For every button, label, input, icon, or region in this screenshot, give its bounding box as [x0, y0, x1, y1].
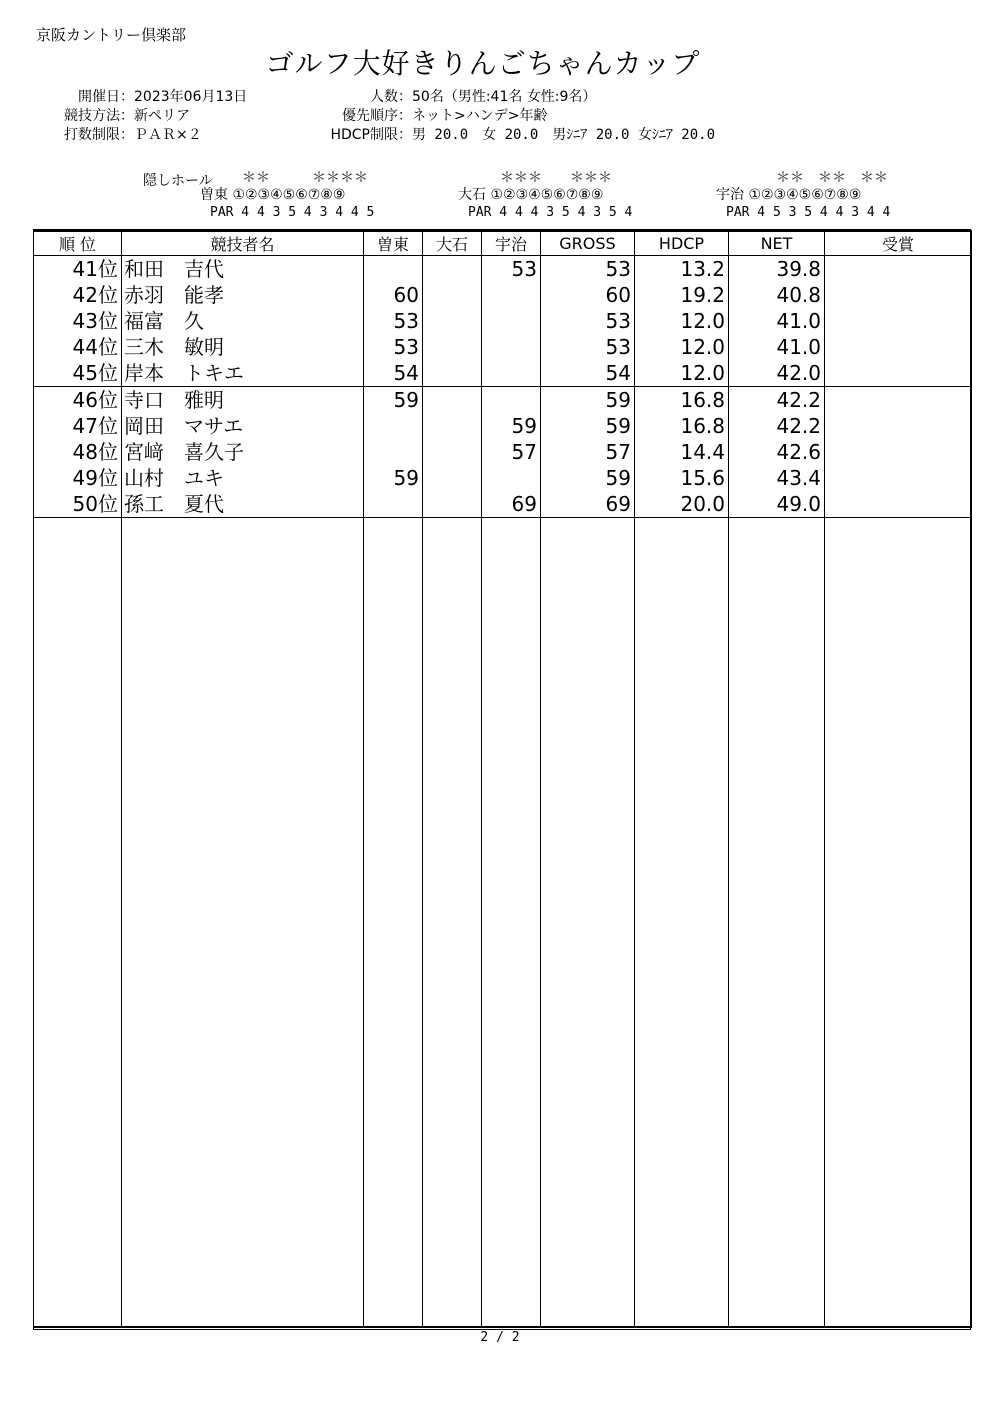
cell-name: 和田 吉代 — [122, 256, 364, 283]
col-award: 受賞 — [825, 231, 972, 256]
cell-hdcp: 12.0 — [635, 360, 729, 387]
table-row — [34, 439, 972, 465]
cell-net: 42.2 — [729, 413, 825, 439]
cell-rank: 46位 — [34, 387, 122, 414]
method-value: 新ペリア — [134, 108, 190, 124]
cell-oishi — [423, 308, 482, 334]
cell-uji — [482, 465, 541, 491]
table-row — [34, 491, 972, 518]
cell-award — [825, 439, 972, 465]
cell-sotou — [364, 413, 423, 439]
table-row — [34, 360, 972, 387]
course-name: 宇治 — [716, 187, 744, 203]
empty-cell — [364, 518, 423, 1327]
cell-gross: 53 — [541, 308, 635, 334]
cell-oishi — [423, 334, 482, 360]
course-oishi — [458, 170, 632, 221]
col-oishi: 大石 — [423, 231, 482, 256]
cell-gross: 54 — [541, 360, 635, 387]
hidden-marks: ＊＊＊ ＊＊＊ — [500, 170, 612, 186]
col-sotou: 曽東 — [364, 231, 423, 256]
hole-numbers: ①②③④⑤⑥⑦⑧⑨ — [490, 187, 604, 203]
info-people — [300, 86, 596, 106]
cell-sotou: 54 — [364, 360, 423, 387]
empty-cell — [482, 518, 541, 1327]
cell-rank: 47位 — [34, 413, 122, 439]
cell-oishi — [423, 439, 482, 465]
cell-sotou: 59 — [364, 387, 423, 414]
table-row — [34, 282, 972, 308]
cell-name: 岡田 マサエ — [122, 413, 364, 439]
cell-gross: 53 — [541, 334, 635, 360]
cell-oishi — [423, 413, 482, 439]
cell-name: 寺口 雅明 — [122, 387, 364, 414]
empty-cell — [34, 518, 122, 1327]
table-row — [34, 465, 972, 491]
cell-award — [825, 256, 972, 283]
empty-cell — [423, 518, 482, 1327]
cell-rank: 43位 — [34, 308, 122, 334]
cell-name: 孫工 夏代 — [122, 491, 364, 518]
cell-rank: 42位 — [34, 282, 122, 308]
info-priority — [300, 105, 547, 125]
cell-net: 42.0 — [729, 360, 825, 387]
cell-hdcp: 14.4 — [635, 439, 729, 465]
course-name: 曽東 — [200, 187, 228, 203]
cell-sotou: 53 — [364, 334, 423, 360]
cell-hdcp: 16.8 — [635, 387, 729, 414]
cell-hdcp: 15.6 — [635, 465, 729, 491]
col-name: 競技者名 — [122, 231, 364, 256]
cell-name: 宮﨑 喜久子 — [122, 439, 364, 465]
cell-name: 岸本 トキエ — [122, 360, 364, 387]
cell-name: 山村 ユキ — [122, 465, 364, 491]
cell-award — [825, 413, 972, 439]
table-row — [34, 387, 972, 414]
info-limit — [40, 124, 202, 144]
table-row — [34, 334, 972, 360]
table-row — [34, 256, 972, 283]
empty-cell — [541, 518, 635, 1327]
cell-rank: 44位 — [34, 334, 122, 360]
cell-net: 43.4 — [729, 465, 825, 491]
cell-uji — [482, 387, 541, 414]
cell-name: 赤羽 能孝 — [122, 282, 364, 308]
cell-oishi — [423, 465, 482, 491]
cell-sotou: 60 — [364, 282, 423, 308]
cell-net: 42.2 — [729, 387, 825, 414]
par-line: PAR 4 4 4 3 5 4 3 5 4 — [468, 205, 633, 220]
empty-cell — [122, 518, 364, 1327]
cell-oishi — [423, 360, 482, 387]
hidden-marks: ＊＊ ＊＊＊＊ — [242, 170, 368, 186]
cell-gross: 59 — [541, 387, 635, 414]
cell-hdcp: 20.0 — [635, 491, 729, 518]
cell-sotou: 53 — [364, 308, 423, 334]
cell-award — [825, 491, 972, 518]
club-name: 京阪カントリー倶楽部 — [36, 26, 187, 44]
table-row — [34, 308, 972, 334]
table-header — [34, 231, 972, 256]
hdcp-value: 男 20.0 女 20.0 男ｼﾆｱ 20.0 女ｼﾆｱ 20.0 — [412, 127, 716, 143]
cell-gross: 60 — [541, 282, 635, 308]
course-name: 大石 — [458, 187, 486, 203]
cell-uji: 59 — [482, 413, 541, 439]
cell-gross: 69 — [541, 491, 635, 518]
cell-award — [825, 465, 972, 491]
cell-gross: 57 — [541, 439, 635, 465]
cell-uji — [482, 360, 541, 387]
cell-hdcp: 19.2 — [635, 282, 729, 308]
cell-rank: 48位 — [34, 439, 122, 465]
cell-oishi — [423, 256, 482, 283]
cell-net: 41.0 — [729, 334, 825, 360]
hidden-marks: ＊＊ ＊＊ ＊＊ — [776, 170, 888, 186]
cell-sotou — [364, 439, 423, 465]
course-sotou — [200, 170, 374, 221]
limit-value: ＰＡＲ×２ — [134, 127, 202, 143]
cell-uji: 53 — [482, 256, 541, 283]
cell-sotou — [364, 256, 423, 283]
cell-hdcp: 12.0 — [635, 334, 729, 360]
date-label: 開催日： — [78, 89, 134, 105]
empty-cell — [729, 518, 825, 1327]
cell-gross: 53 — [541, 256, 635, 283]
col-rank: 順 位 — [34, 231, 122, 256]
priority-label: 優先順序： — [342, 108, 412, 124]
cell-award — [825, 308, 972, 334]
cell-net: 40.8 — [729, 282, 825, 308]
cell-uji — [482, 282, 541, 308]
col-hdcp: HDCP — [635, 231, 729, 256]
col-gross: GROSS — [541, 231, 635, 256]
info-hdcp — [300, 124, 715, 144]
people-label: 人数： — [370, 89, 412, 105]
info-method — [40, 105, 190, 125]
cell-name: 三木 敏明 — [122, 334, 364, 360]
cell-name: 福富 久 — [122, 308, 364, 334]
cell-rank: 49位 — [34, 465, 122, 491]
cell-oishi — [423, 282, 482, 308]
col-uji: 宇治 — [482, 231, 541, 256]
cell-gross: 59 — [541, 413, 635, 439]
cell-hdcp: 12.0 — [635, 308, 729, 334]
cell-net: 49.0 — [729, 491, 825, 518]
cell-oishi — [423, 387, 482, 414]
page-number: 2 / 2 — [480, 1330, 520, 1345]
results-table — [33, 230, 972, 1328]
priority-value: ネット>ハンデ>年齢 — [412, 108, 548, 124]
hidden-holes-label: 隠しホール — [143, 173, 213, 189]
cell-rank: 50位 — [34, 491, 122, 518]
date-value: 2023年06月13日 — [134, 89, 248, 105]
hole-numbers: ①②③④⑤⑥⑦⑧⑨ — [748, 187, 862, 203]
cell-gross: 59 — [541, 465, 635, 491]
empty-cell — [635, 518, 729, 1327]
cell-hdcp: 13.2 — [635, 256, 729, 283]
people-value: 50名（男性:41名 女性:9名） — [412, 89, 597, 105]
method-label: 競技方法： — [64, 108, 134, 124]
par-line: PAR 4 4 3 5 4 3 4 4 5 — [210, 205, 375, 220]
cell-award — [825, 360, 972, 387]
page-title: ゴルフ大好きりんごちゃんカップ — [265, 47, 701, 80]
hole-numbers: ①②③④⑤⑥⑦⑧⑨ — [232, 187, 346, 203]
cell-net: 42.6 — [729, 439, 825, 465]
cell-award — [825, 282, 972, 308]
cell-sotou — [364, 491, 423, 518]
cell-sotou: 59 — [364, 465, 423, 491]
cell-oishi — [423, 491, 482, 518]
col-net: NET — [729, 231, 825, 256]
limit-label: 打数制限： — [64, 127, 134, 143]
cell-rank: 45位 — [34, 360, 122, 387]
cell-net: 39.8 — [729, 256, 825, 283]
cell-award — [825, 334, 972, 360]
table-row — [34, 413, 972, 439]
cell-net: 41.0 — [729, 308, 825, 334]
cell-award — [825, 387, 972, 414]
cell-uji — [482, 334, 541, 360]
cell-rank: 41位 — [34, 256, 122, 283]
cell-uji: 69 — [482, 491, 541, 518]
course-uji — [716, 170, 890, 221]
empty-cell — [825, 518, 972, 1327]
hdcp-label: HDCP制限： — [330, 127, 412, 143]
info-date — [40, 86, 247, 106]
cell-hdcp: 16.8 — [635, 413, 729, 439]
empty-rows-area — [34, 518, 972, 1327]
cell-uji — [482, 308, 541, 334]
cell-uji: 57 — [482, 439, 541, 465]
par-line: PAR 4 5 3 5 4 4 3 4 4 — [726, 205, 891, 220]
